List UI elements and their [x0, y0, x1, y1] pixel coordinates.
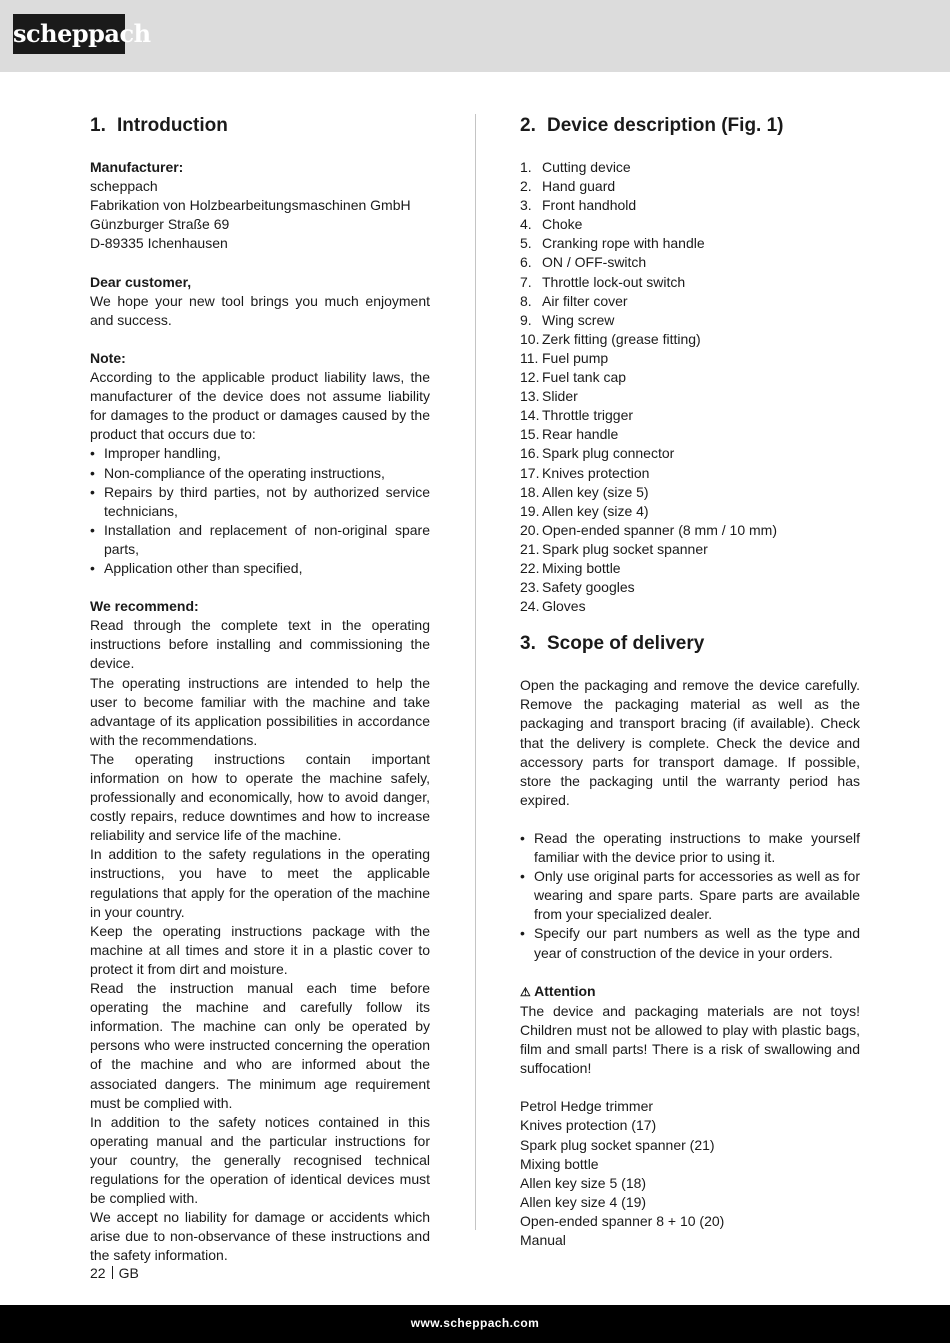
list-item: 19. Allen key (size 4): [520, 502, 649, 519]
list-item: 3. Front handhold: [520, 197, 637, 214]
list-item: 11. Fuel pump: [520, 349, 609, 366]
list-item: 20. Open-ended spanner (8 mm / 10 mm): [520, 521, 777, 538]
recommend-paragraph: Read through the complete text in the operating instructions before installing and commissioning the device.: [90, 617, 430, 672]
scope-notes-block: [520, 829, 860, 963]
section-title-introduction: 1. Introduction: [90, 115, 228, 136]
manufacturer-line: Günzburger Straße 69: [90, 216, 230, 233]
device-parts-list: [520, 158, 860, 616]
list-item: 18. Allen key (size 5): [520, 483, 649, 500]
manufacturer-line: Fabrikation von Holzbearbeitungsmaschinen GmbH: [90, 197, 411, 214]
left-column: [90, 112, 430, 1265]
list-item: 8. Air filter cover: [520, 292, 628, 309]
page-separator: [112, 1266, 113, 1279]
list-item: 17. Knives protection: [520, 464, 650, 481]
list-item: 2. Hand guard: [520, 178, 616, 195]
list-item: 9. Wing screw: [520, 311, 615, 328]
recommend-block: [90, 597, 430, 1265]
manufacturer-line: scheppach: [90, 178, 158, 195]
recommend-paragraph: The operating instructions contain important information on how to operate the machine safely, professionally and economically, how to avoid danger, costly repairs, reduce downtimes and how to increase reliability and service life of the machine.: [90, 750, 430, 844]
attention-heading: ⚠ Attention: [520, 982, 596, 999]
delivery-item: Allen key size 5 (18): [520, 1174, 647, 1191]
warning-triangle-icon: ⚠: [520, 984, 531, 999]
section-title-device-description: 2. Device description (Fig. 1): [520, 115, 784, 136]
page-number: 22 GB: [90, 1265, 139, 1281]
delivery-item: Allen key size 4 (19): [520, 1193, 647, 1210]
note-text: According to the applicable product liability laws, the manufacturer of the device does not assume liability for damages to the product or damages caused by the product that occurs due to:: [90, 369, 430, 443]
list-item: 7. Throttle lock-out switch: [520, 273, 686, 290]
list-item: 24. Gloves: [520, 598, 586, 615]
note-block: [90, 349, 430, 578]
recommend-paragraph: Keep the operating instructions package with the machine at all times and store it in a plastic cover to protect it from dirt and moisture.: [90, 922, 430, 977]
section-title-scope-of-delivery: 3. Scope of delivery: [520, 633, 705, 655]
customer-text: We hope your new tool brings you much enjoyment and success.: [90, 292, 430, 328]
customer-label: Dear customer,: [90, 273, 192, 290]
list-item: • Improper handling,: [90, 444, 430, 463]
list-item: • Non-compliance of the operating instructions,: [90, 464, 430, 483]
scope-list: [520, 829, 860, 963]
recommend-paragraph: The operating instructions are intended to help the user to become familiar with the machine and take advantage of its application possibilities in accordance with the recommendations.: [90, 674, 430, 748]
list-item: 13. Slider: [520, 388, 578, 405]
scope-block: [520, 676, 860, 810]
manufacturer-line: D-89335 Ichenhausen: [90, 235, 228, 252]
customer-block: [90, 273, 430, 330]
list-item: 12. Fuel tank cap: [520, 369, 627, 386]
brand-logo: scheppach: [13, 14, 125, 54]
website-link[interactable]: www.scheppach.com: [410, 1316, 540, 1330]
delivery-item: Manual: [520, 1231, 566, 1248]
list-item: 10. Zerk fitting (grease fitting): [520, 330, 701, 347]
manufacturer-label: Manufacturer:: [90, 159, 184, 175]
list-item: 15. Rear handle: [520, 426, 619, 443]
list-item: • Installation and replacement of non-original spare parts,: [90, 521, 430, 559]
delivery-item: Knives protection (17): [520, 1117, 657, 1134]
list-item: • Repairs by third parties, not by authorized service technicians,: [90, 483, 430, 521]
attention-text: The device and packaging materials are not toys! Children must not be allowed to play with plastic bags, film and small parts! There is a risk of swallowing and suffocation!: [520, 1002, 860, 1077]
note-label: Note:: [90, 349, 126, 366]
list-item: • Specify our part numbers as well as the type and year of construction of the device in your orders.: [520, 924, 860, 962]
list-item: 14. Throttle trigger: [520, 407, 634, 424]
recommend-paragraph: In addition to the safety notices contained in this operating manual and the particular instructions for your country, the generally recognised technical regulations for the operation of identical devices must be complied with.: [90, 1113, 430, 1207]
list-item: 6. ON / OFF-switch: [520, 254, 647, 271]
right-column: [520, 112, 860, 1250]
manufacturer-block: [90, 158, 430, 253]
list-item: • Application other than specified,: [90, 559, 430, 578]
recommend-label: We recommend:: [90, 598, 199, 615]
list-item: 5. Cranking rope with handle: [520, 235, 705, 252]
list-item: • Read the operating instructions to make yourself familiar with the device prior to using it.: [520, 829, 860, 867]
delivery-contents: [520, 1097, 860, 1250]
delivery-item: Mixing bottle: [520, 1155, 599, 1172]
list-item: • Only use original parts for accessories as well as for wearing and spare parts. Spare parts are available from your specialized dealer.: [520, 867, 860, 924]
recommend-paragraph: In addition to the safety regulations in the operating instructions, you have to meet the applicable regulations that apply for the operation of the machine in your country.: [90, 846, 430, 920]
column-divider: [475, 114, 476, 1230]
list-item: 16. Spark plug connector: [520, 445, 675, 462]
list-item: 4. Choke: [520, 216, 583, 233]
delivery-item: Petrol Hedge trimmer: [520, 1098, 654, 1115]
list-item: 21. Spark plug socket spanner: [520, 540, 708, 557]
page-header: [0, 0, 950, 72]
list-item: 23. Safety googles: [520, 579, 635, 596]
recommend-paragraph: Read the instruction manual each time before operating the machine and carefully follow its information. The machine can only be operated by persons who were instructed concerning the operation of the machine and who are informed about the associated dangers. The minimum age requirement must be complied with.: [90, 980, 430, 1111]
scope-text: Open the packaging and remove the device carefully. Remove the packaging material as well as the packaging and transport bracing (if available). Check that the delivery is complete. Check the device and accessory parts for transport damage. If possible, store the packaging until the warranty period has expired.: [520, 677, 860, 808]
recommend-paragraph: We accept no liability for damage or accidents which arise due to non-observance of these instructions and the safety information.: [90, 1209, 430, 1264]
delivery-item: Spark plug socket spanner (21): [520, 1136, 715, 1153]
page-footer: [0, 1305, 950, 1343]
list-item: 22. Mixing bottle: [520, 559, 621, 576]
list-item: 1. Cutting device: [520, 159, 631, 175]
note-list: [90, 444, 430, 578]
attention-block: [520, 982, 860, 1078]
delivery-item: Open-ended spanner 8 + 10 (20): [520, 1212, 725, 1229]
